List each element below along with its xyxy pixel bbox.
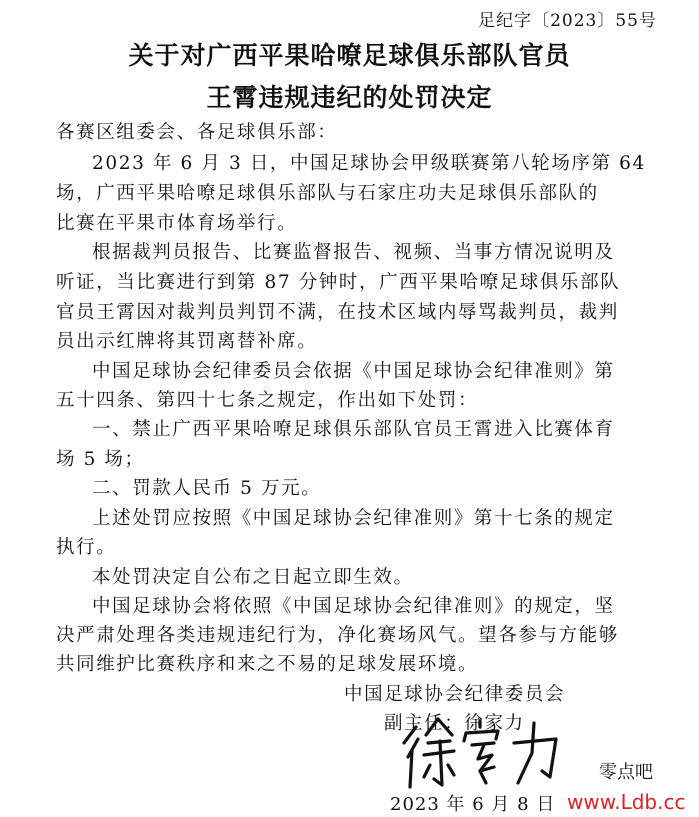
body-line: 共同维护比赛秩序和来之不易的足球发展环境。 [56, 654, 479, 675]
body-line: 官员王霄因对裁判员判罚不满，在技术区域内辱骂裁判员，裁判 [56, 302, 619, 323]
body-line: 2023 年 6 月 3 日，中国足球协会甲级联赛第八轮场序第 64 [92, 153, 646, 174]
body-line: 听证，当比赛进行到第 87 分钟时，广西平果哈嘹足球俱乐部队 [56, 272, 621, 293]
body-line: 中国足球协会纪律委员会依据《中国足球协会纪律准则》第 [92, 361, 615, 382]
document-title-line-1: 关于对广西平果哈嘹足球俱乐部队官员 [128, 41, 571, 70]
body-line: 五十四条、第四十七条之规定，作出如下处罚： [56, 390, 479, 411]
salutation: 各赛区组委会、各足球俱乐部： [56, 122, 338, 143]
body-line: 员出示红牌将其罚离替补席。 [56, 331, 318, 352]
penalty-item-2: 二、罚款人民币 5 万元。 [92, 478, 322, 499]
issuer: 中国足球协会纪律委员会 [344, 684, 566, 705]
document-title-line-2: 王霄违规违纪的处罚决定 [206, 83, 493, 112]
body-line: 场，广西平果哈嘹足球俱乐部队与石家庄功夫足球俱乐部队的 [56, 183, 599, 204]
effective-line: 本处罚决定自公布之日起立即生效。 [92, 567, 414, 588]
watermark-text: 零点吧 [599, 762, 653, 783]
deputy-director: 副主任：徐家力 [384, 713, 525, 734]
body-line: 比赛在平果市体育场举行。 [56, 213, 298, 234]
body-line: 决严肃处理各类违规违纪行为，净化赛场风气。望各参与方能够 [56, 625, 619, 646]
issue-date: 2023 年 6 月 8 日 [390, 794, 556, 815]
handwritten-signature [396, 713, 566, 793]
body-line: 执行。 [56, 537, 117, 558]
body-line: 中国足球协会将依照《中国足球协会纪律准则》的规定，坚 [92, 596, 615, 617]
body-line: 场 5 场； [56, 449, 145, 470]
body-line: 根据裁判员报告、比赛监督报告、视频、当事方情况说明及 [92, 242, 615, 263]
penalty-item-1: 一、禁止广西平果哈嘹足球俱乐部队官员王霄进入比赛体育 [92, 419, 615, 440]
body-line: 上述处罚应按照《中国足球协会纪律准则》第十七条的规定 [92, 508, 615, 529]
document-number: 足纪字〔2023〕55号 [478, 11, 657, 31]
watermark-url: www.Ldb.cc [567, 790, 686, 814]
